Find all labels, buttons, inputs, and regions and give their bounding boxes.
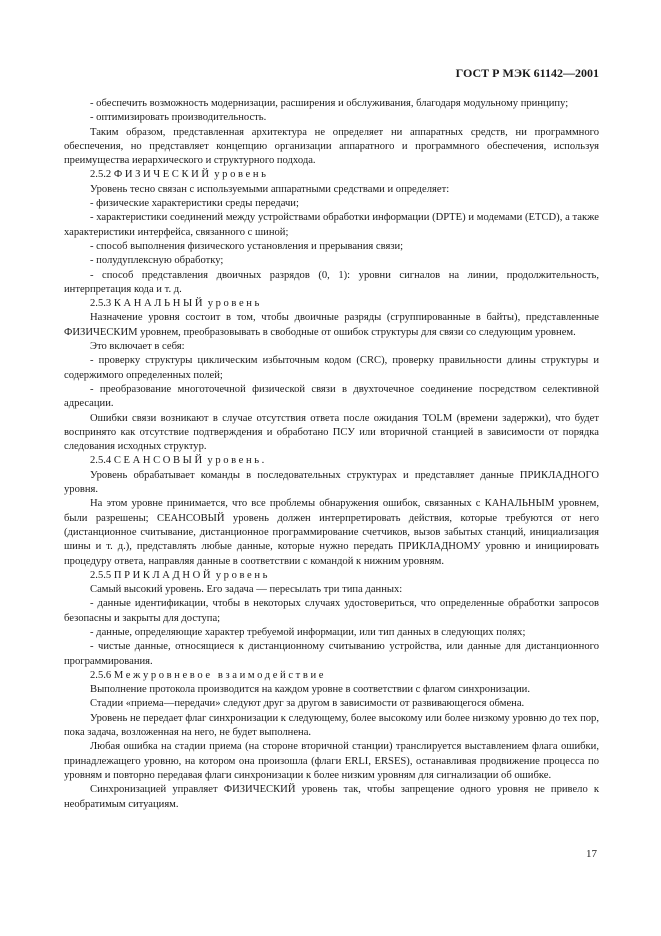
page-body: [64, 97, 599, 812]
paragraph: - полудуплексную обработку;: [90, 255, 224, 267]
paragraph: Любая ошибка на стадии приема (на стороне вторичной станции) транслируется выставлением флага ошибки, принадлежащего уровню, на котором она произошла (флаги ERLI, ERSES), останавливая продвижение процесса по уровням и повторно передавая флаги синхронизации к более низким уровням для сигнализации об ошибке.: [64, 741, 599, 781]
section-title: КАНАЛЬНЫЙ: [113, 298, 206, 310]
paragraph: - чистые данные, относящиеся к дистанционному считыванию устройства, или данные для дистанционного программирования.: [64, 641, 599, 667]
paragraph: Синхронизацией управляет ФИЗИЧЕСКИЙ уровень так, чтобы запрещение одного уровня не привело к необратимым ситуациям.: [64, 784, 599, 810]
paragraph: - преобразование многоточечной физической связи в двухточечное соединение посредством селективной адресации.: [64, 383, 599, 410]
paragraph: Ошибки связи возникают в случае отсутствия ответа после ожидания TOLM (времени задержки), что будет воспринято как отсутствие подтверждения и обработано ПСУ или вторичной станцией в зависимости от порядка следования исходных структур.: [64, 412, 599, 453]
section-number: 2.5.5: [90, 569, 112, 581]
paragraph: - способ представления двоичных разрядов (0, 1): уровни сигналов на линии, продолжительность, интерпретация кода и т. д.: [64, 269, 599, 295]
paragraph: - данные идентификации, чтобы в некоторых случаях удостовериться, что определенные обработки запросов безопасны и закрыты для доступа;: [64, 598, 599, 624]
paragraph: - оптимизировать производительность.: [90, 112, 267, 124]
paragraph: - характеристики соединений между устройствами обработки информации (DPTE) и модемами (ETCD), а также характеристики интерфейса, связанного с шиной;: [64, 212, 599, 238]
paragraph: На этом уровне принимается, что все проблемы обнаружения ошибок, связанных с КАНАЛЬНЫМ уровнем, были разрешены; СЕАНСОВЫЙ уровень должен интерпретировать действия, которые требуются от него (дистанционное считывание, дистанционное программирование счетчиков, вызов забытых станций, инициализация шины и т. д.), представлять любые данные, которые нужно передать ПРИКЛАДНОМУ уровню и инициировать процедуру ответа, направляя данные в соответствии с командой к нижним уровням.: [64, 498, 599, 567]
section-heading: [64, 454, 599, 468]
paragraph: Уровень тесно связан с используемыми аппаратными средствами и определяет:: [90, 183, 450, 195]
section-subtitle: уровень: [207, 298, 262, 310]
paragraph: Это включает в себя:: [90, 341, 185, 353]
paragraph: Выполнение протокола производится на каждом уровне в соответствии с флагом синхронизации.: [90, 684, 530, 696]
paragraph: Таким образом, представленная архитектура не определяет ни аппаратных средств, ни программного обеспечения, но представляет концепцию организации аппаратного и программного обеспечения, используя преимущества иерархического и структурного подхода.: [64, 126, 599, 167]
section-title: ФИЗИЧЕСКИЙ: [113, 169, 212, 181]
paragraph: - обеспечить возможность модернизации, расширения и обслуживания, благодаря модульному принципу;: [90, 98, 569, 109]
paragraph: - способ выполнения физического установления и прерывания связи;: [90, 240, 404, 252]
paragraph: Уровень не передает флаг синхронизации к следующему, более высокому или более низкому уровню до тех пор, пока задача, возложенная на него, не будет выполнена.: [64, 712, 599, 739]
paragraph: Самый высокий уровень. Его задача — пересылать три типа данных:: [90, 584, 403, 596]
section-title: Межуровневое взаимодействие: [113, 669, 327, 681]
section-subtitle: уровень.: [207, 455, 267, 467]
section-heading: [64, 669, 599, 683]
section-number: 2.5.6: [90, 669, 112, 681]
page-number: 17: [586, 848, 597, 860]
section-subtitle: уровень: [214, 169, 269, 181]
section-heading: [64, 297, 599, 311]
section-number: 2.5.2: [90, 169, 112, 181]
paragraph: Уровень обрабатывает команды в последовательных структурах и представляет данные ПРИКЛАДНОГО уровня.: [64, 469, 599, 496]
paragraph: Стадии «приема—передачи» следуют друг за другом в зависимости от развивающегося обмена.: [90, 698, 525, 710]
paragraph: - физические характеристики среды передачи;: [90, 198, 299, 210]
paragraph: Назначение уровня состоит в том, чтобы двоичные разряды (сгруппированные в байты), представленные ФИЗИЧЕСКИМ уровнем, преобразовывать в свободные от ошибок структуры для связи со следующим уровнем.: [64, 312, 599, 338]
section-title: ПРИКЛАДНОЙ: [113, 569, 214, 581]
section-number: 2.5.3: [90, 298, 112, 310]
paragraph: - данные, определяющие характер требуемой информации, или тип данных в следующих полях;: [90, 626, 526, 638]
section-heading: [64, 569, 599, 583]
section-number: 2.5.4: [90, 455, 112, 467]
section-title: СЕАНСОВЫЙ: [113, 455, 205, 467]
section-subtitle: уровень: [215, 569, 271, 581]
section-heading: [64, 168, 599, 182]
document-code: ГОСТ Р МЭК 61142—2001: [455, 66, 599, 80]
paragraph: - проверку структуры циклическим избыточным кодом (CRC), проверку правильности длины структуры и содержимого определенных полей;: [64, 355, 599, 381]
